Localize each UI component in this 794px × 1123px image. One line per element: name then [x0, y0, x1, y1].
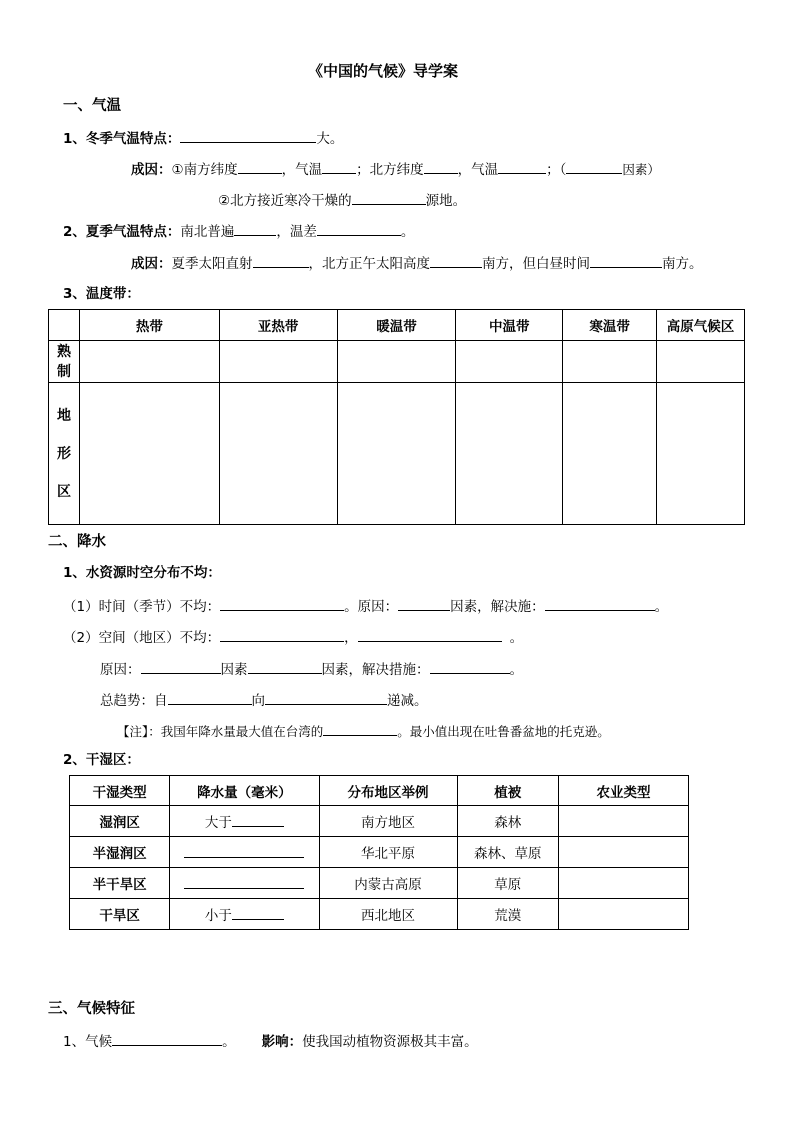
answer-blank[interactable]: [317, 221, 401, 236]
vegetation-cell: 森林、草原: [457, 837, 558, 868]
table-header-row: [70, 776, 689, 806]
column-header: 中温带: [456, 310, 563, 341]
answer-blank[interactable]: [323, 721, 397, 736]
text: ；北方纬度: [356, 162, 424, 178]
s1-q2-label: 2、夏季气温特点：: [63, 224, 181, 240]
s2-line4: [100, 690, 428, 710]
text: ，气温: [457, 162, 499, 178]
answer-blank[interactable]: [232, 905, 284, 920]
answer-blank[interactable]: [232, 812, 284, 827]
s1-q1-line: [63, 128, 343, 148]
s1-cause2-line: [218, 190, 466, 210]
row-label: [49, 341, 80, 383]
answer-blank[interactable]: [430, 253, 482, 268]
column-header: 分布地区举例: [319, 776, 457, 806]
s2-line1: [63, 596, 668, 616]
note-text: 【注】：我国年降水量最大值在台湾的: [117, 724, 324, 739]
answer-cell[interactable]: [79, 383, 219, 525]
region-cell: 南方地区: [319, 806, 457, 837]
text: 。: [400, 224, 415, 240]
text: 。: [509, 630, 524, 646]
region-cell: 华北平原: [319, 837, 457, 868]
region-cell: 内蒙古高原: [319, 868, 457, 899]
answer-cell[interactable]: [558, 806, 688, 837]
answer-cell[interactable]: [337, 383, 456, 525]
text: 夏季太阳直射: [171, 256, 253, 272]
answer-blank[interactable]: [184, 843, 228, 858]
answer-blank[interactable]: [430, 659, 510, 674]
answer-blank[interactable]: [253, 253, 309, 268]
answer-blank[interactable]: [184, 874, 228, 889]
answer-blank[interactable]: [424, 159, 458, 174]
table-row: [49, 383, 745, 525]
answer-blank[interactable]: [398, 596, 450, 611]
text: 源地。: [425, 193, 467, 209]
s2-note: [117, 721, 610, 741]
table-row: [49, 341, 745, 383]
text: 因素: [220, 662, 248, 678]
page-title: 《中国的气候》导学案: [308, 62, 459, 80]
answer-blank[interactable]: [545, 596, 655, 611]
text: （1）时间（季节）不均：: [63, 599, 221, 615]
table-corner-cell: [49, 310, 80, 341]
s1-q2-line: [63, 221, 414, 241]
column-header: 热带: [79, 310, 219, 341]
impact-text: 使我国动植物资源极其丰富。: [302, 1034, 478, 1050]
section-1-heading: 一、气温: [63, 98, 121, 114]
answer-cell[interactable]: [219, 341, 337, 383]
answer-blank[interactable]: [238, 159, 282, 174]
row-label-char: 区: [56, 483, 71, 500]
answer-blank[interactable]: [220, 627, 344, 642]
note-text: 。最小值出现在吐鲁番盆地的托克逊。: [397, 724, 610, 739]
s2-q2-label: 2、干湿区：: [63, 752, 140, 768]
answer-blank[interactable]: [498, 159, 546, 174]
table-row: [70, 837, 689, 868]
cause-label: 成因：: [131, 256, 172, 272]
text: 南方，但白昼时间: [482, 256, 590, 272]
text: ②北方接近寒冷干燥的: [218, 193, 352, 209]
answer-blank[interactable]: [590, 253, 662, 268]
vegetation-cell: 荒漠: [457, 899, 558, 930]
table-row: [70, 868, 689, 899]
text: 向: [251, 693, 265, 709]
answer-cell[interactable]: [563, 341, 657, 383]
zone-type-cell: 湿润区: [70, 806, 170, 837]
answer-cell[interactable]: [79, 341, 219, 383]
answer-cell[interactable]: [558, 868, 688, 899]
column-header: 寒温带: [563, 310, 657, 341]
answer-blank[interactable]: [358, 627, 502, 642]
answer-blank[interactable]: [258, 874, 304, 889]
range-dash: [228, 843, 258, 858]
answer-blank[interactable]: [265, 690, 387, 705]
zone-type-cell: 半湿润区: [70, 837, 170, 868]
answer-blank[interactable]: [352, 190, 426, 205]
range-dash: [228, 874, 258, 889]
column-header: 暖温带: [337, 310, 456, 341]
row-label-char: 制: [56, 363, 71, 380]
precip-cell: [170, 868, 319, 899]
answer-blank[interactable]: [258, 843, 304, 858]
row-label-char: 形: [56, 445, 71, 462]
s1-q1-label: 1、冬季气温特点：: [63, 131, 181, 147]
row-label-char: 地: [56, 407, 71, 424]
text: 因素，解决措施：: [321, 662, 430, 678]
answer-cell[interactable]: [563, 383, 657, 525]
cause-label: 成因：: [131, 162, 172, 178]
text: ①南方纬度: [171, 162, 238, 178]
answer-cell[interactable]: [558, 837, 688, 868]
zone-type-cell: 半干旱区: [70, 868, 170, 899]
text: 。: [509, 662, 523, 678]
text: 南北普遍: [180, 224, 235, 240]
column-header: 降水量（毫米）: [170, 776, 319, 806]
precip-cell: [170, 899, 319, 930]
column-header: 亚热带: [219, 310, 337, 341]
text: 因素）: [622, 162, 660, 177]
text: ，气温: [281, 162, 323, 178]
answer-blank[interactable]: [248, 659, 322, 674]
table-row: [70, 899, 689, 930]
precip-cell: [170, 806, 319, 837]
text: 1、气候: [63, 1034, 113, 1050]
text: 递减。: [387, 693, 428, 709]
section-2-heading: 二、降水: [48, 534, 106, 550]
column-header: 高原气候区: [657, 310, 745, 341]
text: （2）空间（地区）不均：: [63, 630, 221, 646]
s2-line3: [100, 659, 523, 679]
answer-cell[interactable]: [657, 383, 745, 525]
vegetation-cell: 森林: [457, 806, 558, 837]
table-header-row: [49, 310, 745, 341]
answer-blank[interactable]: [220, 596, 344, 611]
s2-q1-label: 1、水资源时空分布不均：: [63, 565, 221, 581]
text: 因素，解决施：: [450, 599, 545, 615]
answer-blank[interactable]: [322, 159, 356, 174]
text: 原因：: [100, 662, 141, 678]
row-label: [49, 383, 80, 525]
text: ，: [344, 630, 358, 646]
answer-cell[interactable]: [558, 899, 688, 930]
s1-q3-label: 3、温度带：: [63, 286, 140, 302]
answer-cell[interactable]: [657, 341, 745, 383]
zone-type-cell: 干旱区: [70, 899, 170, 930]
text: ，北方正午太阳高度: [308, 256, 430, 272]
answer-cell[interactable]: [337, 341, 456, 383]
impact-label: 影响：: [261, 1034, 303, 1050]
section-3-heading: 三、气候特征: [48, 1001, 135, 1017]
s2-line2: [63, 627, 523, 647]
answer-blank[interactable]: [566, 159, 622, 174]
answer-blank[interactable]: [234, 221, 276, 236]
column-header: 农业类型: [558, 776, 688, 806]
s3-line1: [63, 1031, 478, 1051]
region-cell: 西北地区: [319, 899, 457, 930]
answer-blank[interactable]: [112, 1031, 222, 1046]
answer-blank[interactable]: [168, 690, 252, 705]
answer-cell[interactable]: [456, 383, 563, 525]
text: 。: [654, 599, 669, 615]
answer-blank[interactable]: [141, 659, 221, 674]
row-label-char: 熟: [56, 343, 71, 360]
temperature-zone-table: [48, 309, 745, 525]
text: 。: [222, 1034, 236, 1050]
precip-prefix: 大于: [204, 815, 232, 831]
text: 。原因：: [344, 599, 399, 615]
text: ；（: [546, 162, 567, 178]
s1-q2-cause-line: [131, 253, 703, 273]
precip-prefix: 小于: [204, 908, 232, 924]
answer-blank[interactable]: [180, 128, 316, 143]
dry-wet-zone-table: [69, 775, 689, 930]
s1-q1-suffix: 大。: [316, 131, 344, 147]
answer-cell[interactable]: [219, 383, 337, 525]
column-header: 干湿类型: [70, 776, 170, 806]
text: 南方。: [662, 256, 703, 272]
answer-cell[interactable]: [456, 341, 563, 383]
text: ，温差: [276, 224, 317, 240]
s1-cause1-line: [131, 159, 660, 179]
vegetation-cell: 草原: [457, 868, 558, 899]
table-row: [70, 806, 689, 837]
column-header: 植被: [457, 776, 558, 806]
precip-cell: [170, 837, 319, 868]
text: 总趋势：自: [100, 693, 168, 709]
